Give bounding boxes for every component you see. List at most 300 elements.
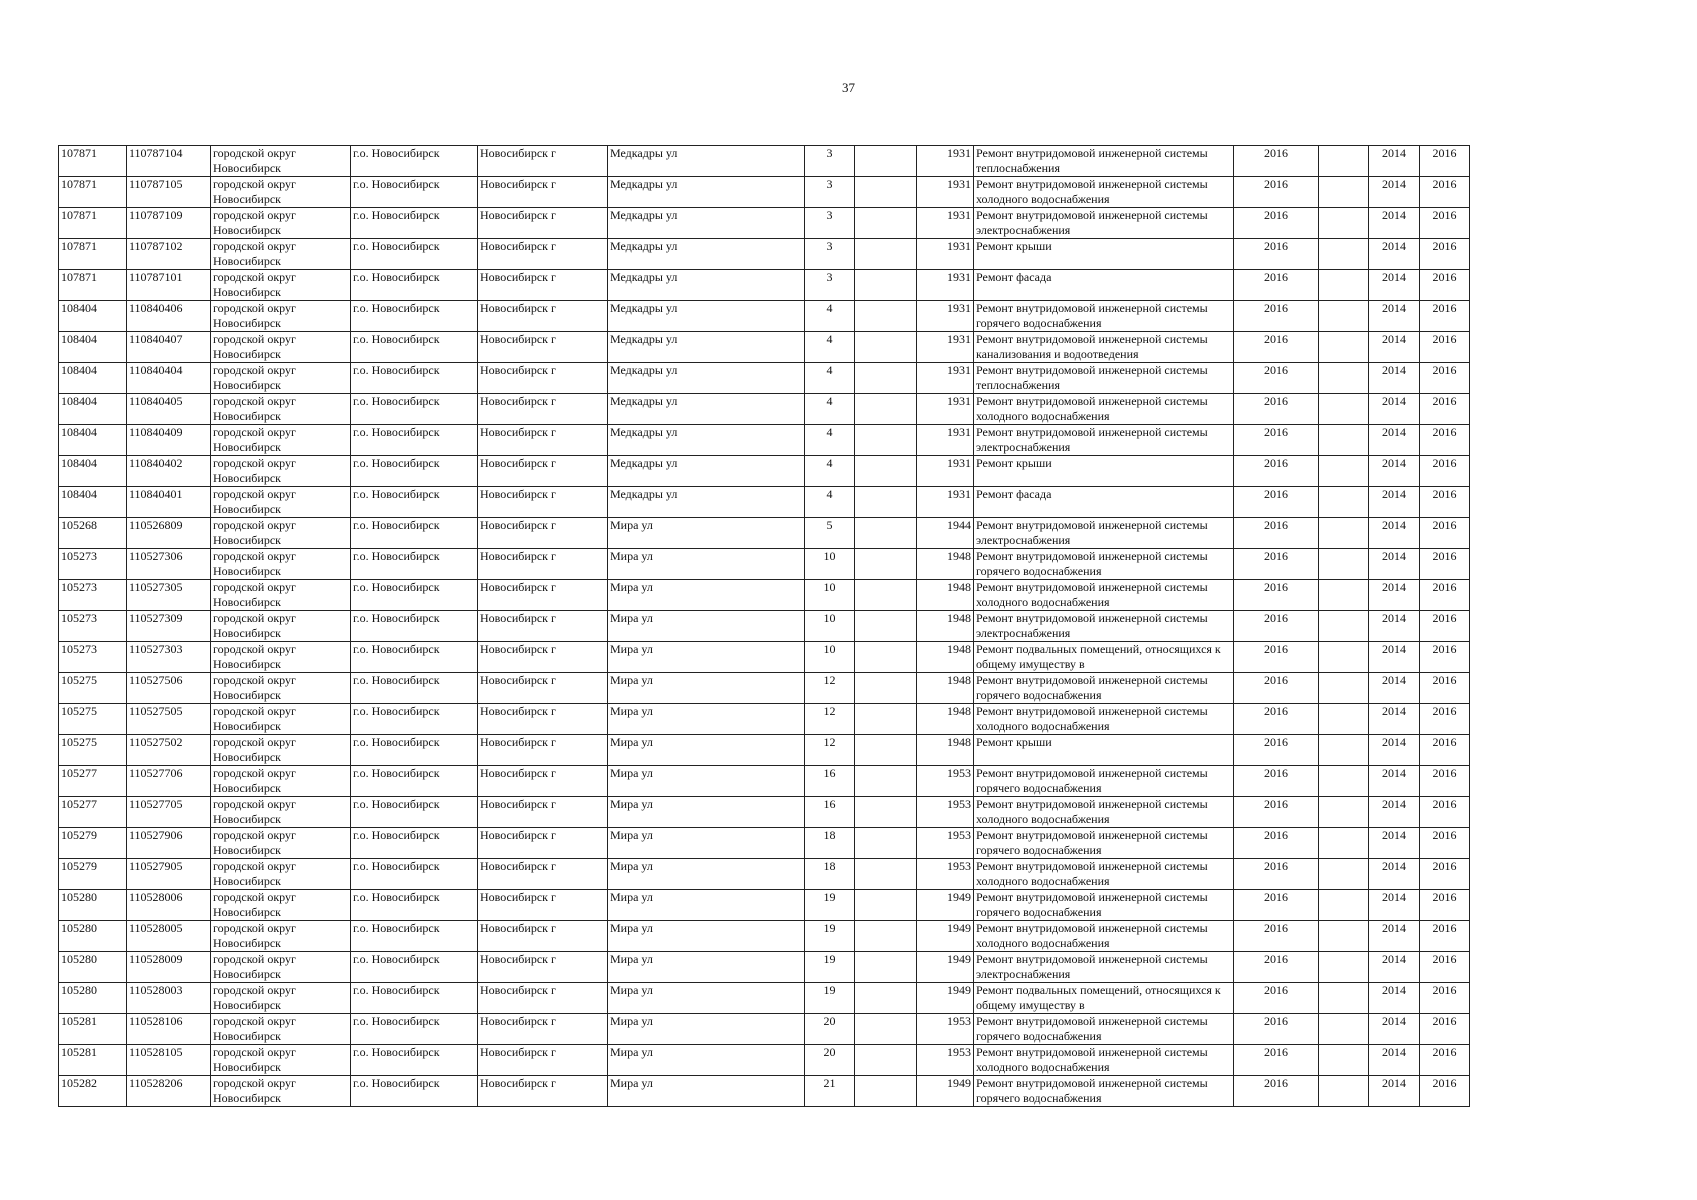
- cell-street: Медкадры ул: [608, 146, 805, 177]
- cell-work-type: Ремонт внутридомовой инженерной системы теплоснабжения: [974, 363, 1234, 394]
- cell-district: г.о. Новосибирск: [351, 363, 478, 394]
- cell-house-id: 107871: [59, 208, 127, 239]
- table-row: [59, 363, 1470, 394]
- cell-building: [855, 797, 917, 828]
- cell-blank: [1319, 239, 1369, 270]
- cell-start-year: 2014: [1369, 394, 1420, 425]
- cell-house-number: 10: [805, 611, 855, 642]
- cell-district: г.о. Новосибирск: [351, 301, 478, 332]
- cell-plan-year: 2016: [1234, 1076, 1319, 1107]
- cell-street: Мира ул: [608, 921, 805, 952]
- cell-blank: [1319, 890, 1369, 921]
- cell-year-built: 1953: [917, 766, 974, 797]
- cell-year-built: 1948: [917, 673, 974, 704]
- cell-street: Медкадры ул: [608, 270, 805, 301]
- cell-blank: [1319, 797, 1369, 828]
- cell-work-type: Ремонт внутридомовой инженерной системы горячего водоснабжения: [974, 1076, 1234, 1107]
- cell-start-year: 2014: [1369, 921, 1420, 952]
- cell-start-year: 2014: [1369, 580, 1420, 611]
- cell-plan-year: 2016: [1234, 921, 1319, 952]
- cell-program-id: 110528009: [127, 952, 211, 983]
- cell-start-year: 2014: [1369, 766, 1420, 797]
- cell-city: Новосибирск г: [478, 518, 608, 549]
- cell-plan-year: 2016: [1234, 549, 1319, 580]
- cell-house-id: 105280: [59, 983, 127, 1014]
- cell-house-id: 105277: [59, 766, 127, 797]
- cell-end-year: 2016: [1420, 301, 1470, 332]
- cell-house-id: 107871: [59, 146, 127, 177]
- cell-house-number: 3: [805, 146, 855, 177]
- cell-house-number: 21: [805, 1076, 855, 1107]
- cell-district: г.о. Новосибирск: [351, 859, 478, 890]
- cell-building: [855, 1076, 917, 1107]
- cell-municipality: городской округ Новосибирск: [211, 859, 351, 890]
- cell-work-type: Ремонт крыши: [974, 456, 1234, 487]
- table-row: [59, 425, 1470, 456]
- cell-street: Мира ул: [608, 1076, 805, 1107]
- cell-plan-year: 2016: [1234, 177, 1319, 208]
- table-row: [59, 270, 1470, 301]
- cell-district: г.о. Новосибирск: [351, 704, 478, 735]
- cell-year-built: 1953: [917, 828, 974, 859]
- cell-year-built: 1949: [917, 890, 974, 921]
- cell-building: [855, 1014, 917, 1045]
- cell-city: Новосибирск г: [478, 611, 608, 642]
- cell-start-year: 2014: [1369, 425, 1420, 456]
- cell-work-type: Ремонт внутридомовой инженерной системы электроснабжения: [974, 952, 1234, 983]
- cell-plan-year: 2016: [1234, 301, 1319, 332]
- cell-end-year: 2016: [1420, 766, 1470, 797]
- cell-blank: [1319, 1076, 1369, 1107]
- cell-street: Медкадры ул: [608, 332, 805, 363]
- cell-end-year: 2016: [1420, 952, 1470, 983]
- cell-program-id: 110528206: [127, 1076, 211, 1107]
- cell-end-year: 2016: [1420, 394, 1470, 425]
- cell-building: [855, 301, 917, 332]
- cell-street: Медкадры ул: [608, 363, 805, 394]
- cell-year-built: 1948: [917, 611, 974, 642]
- table-row: [59, 766, 1470, 797]
- cell-municipality: городской округ Новосибирск: [211, 425, 351, 456]
- cell-start-year: 2014: [1369, 983, 1420, 1014]
- cell-end-year: 2016: [1420, 983, 1470, 1014]
- cell-work-type: Ремонт внутридомовой инженерной системы горячего водоснабжения: [974, 828, 1234, 859]
- cell-street: Медкадры ул: [608, 456, 805, 487]
- cell-city: Новосибирск г: [478, 456, 608, 487]
- capital-repair-table: [58, 145, 1470, 1107]
- cell-street: Мира ул: [608, 952, 805, 983]
- cell-municipality: городской округ Новосибирск: [211, 456, 351, 487]
- cell-building: [855, 487, 917, 518]
- table-row: [59, 332, 1470, 363]
- cell-street: Мира ул: [608, 766, 805, 797]
- cell-work-type: Ремонт внутридомовой инженерной системы горячего водоснабжения: [974, 890, 1234, 921]
- cell-program-id: 110840407: [127, 332, 211, 363]
- cell-municipality: городской округ Новосибирск: [211, 1014, 351, 1045]
- cell-year-built: 1931: [917, 270, 974, 301]
- cell-work-type: Ремонт внутридомовой инженерной системы холодного водоснабжения: [974, 797, 1234, 828]
- cell-house-id: 108404: [59, 363, 127, 394]
- cell-city: Новосибирск г: [478, 394, 608, 425]
- cell-blank: [1319, 673, 1369, 704]
- table-row: [59, 890, 1470, 921]
- cell-house-number: 5: [805, 518, 855, 549]
- cell-work-type: Ремонт крыши: [974, 735, 1234, 766]
- cell-work-type: Ремонт внутридомовой инженерной системы электроснабжения: [974, 425, 1234, 456]
- cell-house-id: 105273: [59, 642, 127, 673]
- cell-street: Медкадры ул: [608, 301, 805, 332]
- cell-house-id: 108404: [59, 425, 127, 456]
- cell-program-id: 110527906: [127, 828, 211, 859]
- cell-district: г.о. Новосибирск: [351, 239, 478, 270]
- cell-street: Мира ул: [608, 735, 805, 766]
- cell-end-year: 2016: [1420, 704, 1470, 735]
- cell-municipality: городской округ Новосибирск: [211, 332, 351, 363]
- cell-year-built: 1944: [917, 518, 974, 549]
- cell-end-year: 2016: [1420, 270, 1470, 301]
- cell-building: [855, 828, 917, 859]
- cell-street: Медкадры ул: [608, 394, 805, 425]
- cell-house-id: 107871: [59, 177, 127, 208]
- cell-house-id: 108404: [59, 487, 127, 518]
- table-row: [59, 394, 1470, 425]
- cell-blank: [1319, 456, 1369, 487]
- cell-district: г.о. Новосибирск: [351, 549, 478, 580]
- cell-plan-year: 2016: [1234, 1014, 1319, 1045]
- cell-building: [855, 673, 917, 704]
- cell-municipality: городской округ Новосибирск: [211, 766, 351, 797]
- cell-plan-year: 2016: [1234, 1045, 1319, 1076]
- cell-plan-year: 2016: [1234, 456, 1319, 487]
- cell-plan-year: 2016: [1234, 890, 1319, 921]
- cell-city: Новосибирск г: [478, 1045, 608, 1076]
- table-row: [59, 642, 1470, 673]
- cell-municipality: городской округ Новосибирск: [211, 270, 351, 301]
- cell-start-year: 2014: [1369, 642, 1420, 673]
- cell-city: Новосибирск г: [478, 363, 608, 394]
- cell-city: Новосибирск г: [478, 301, 608, 332]
- cell-street: Мира ул: [608, 518, 805, 549]
- cell-start-year: 2014: [1369, 704, 1420, 735]
- cell-year-built: 1948: [917, 704, 974, 735]
- cell-program-id: 110528105: [127, 1045, 211, 1076]
- cell-building: [855, 642, 917, 673]
- cell-municipality: городской округ Новосибирск: [211, 735, 351, 766]
- cell-end-year: 2016: [1420, 208, 1470, 239]
- cell-district: г.о. Новосибирск: [351, 1045, 478, 1076]
- cell-city: Новосибирск г: [478, 735, 608, 766]
- cell-end-year: 2016: [1420, 580, 1470, 611]
- cell-district: г.о. Новосибирск: [351, 208, 478, 239]
- cell-street: Медкадры ул: [608, 425, 805, 456]
- cell-start-year: 2014: [1369, 797, 1420, 828]
- cell-building: [855, 766, 917, 797]
- table-row: [59, 177, 1470, 208]
- cell-house-number: 19: [805, 890, 855, 921]
- cell-municipality: городской округ Новосибирск: [211, 177, 351, 208]
- cell-house-number: 4: [805, 487, 855, 518]
- cell-year-built: 1949: [917, 952, 974, 983]
- page-number: 37: [842, 80, 855, 95]
- cell-program-id: 110527905: [127, 859, 211, 890]
- cell-city: Новосибирск г: [478, 828, 608, 859]
- cell-municipality: городской округ Новосибирск: [211, 518, 351, 549]
- cell-work-type: Ремонт фасада: [974, 487, 1234, 518]
- cell-start-year: 2014: [1369, 1014, 1420, 1045]
- cell-program-id: 110527502: [127, 735, 211, 766]
- cell-work-type: Ремонт внутридомовой инженерной системы холодного водоснабжения: [974, 580, 1234, 611]
- cell-year-built: 1931: [917, 301, 974, 332]
- cell-city: Новосибирск г: [478, 487, 608, 518]
- cell-plan-year: 2016: [1234, 270, 1319, 301]
- cell-year-built: 1953: [917, 797, 974, 828]
- cell-plan-year: 2016: [1234, 704, 1319, 735]
- cell-plan-year: 2016: [1234, 611, 1319, 642]
- cell-city: Новосибирск г: [478, 1014, 608, 1045]
- cell-blank: [1319, 921, 1369, 952]
- cell-year-built: 1931: [917, 363, 974, 394]
- table-row: [59, 1014, 1470, 1045]
- cell-work-type: Ремонт подвальных помещений, относящихся к общему имуществу в: [974, 642, 1234, 673]
- cell-year-built: 1949: [917, 921, 974, 952]
- cell-start-year: 2014: [1369, 363, 1420, 394]
- cell-building: [855, 859, 917, 890]
- cell-start-year: 2014: [1369, 890, 1420, 921]
- cell-blank: [1319, 704, 1369, 735]
- cell-house-number: 3: [805, 239, 855, 270]
- cell-start-year: 2014: [1369, 456, 1420, 487]
- cell-work-type: Ремонт подвальных помещений, относящихся к общему имуществу в: [974, 983, 1234, 1014]
- cell-program-id: 110787101: [127, 270, 211, 301]
- cell-program-id: 110840404: [127, 363, 211, 394]
- cell-house-number: 10: [805, 642, 855, 673]
- cell-work-type: Ремонт внутридомовой инженерной системы горячего водоснабжения: [974, 673, 1234, 704]
- cell-house-id: 105279: [59, 828, 127, 859]
- cell-building: [855, 921, 917, 952]
- cell-building: [855, 1045, 917, 1076]
- cell-street: Медкадры ул: [608, 487, 805, 518]
- cell-house-number: 3: [805, 208, 855, 239]
- cell-building: [855, 394, 917, 425]
- cell-municipality: городской округ Новосибирск: [211, 921, 351, 952]
- cell-start-year: 2014: [1369, 301, 1420, 332]
- cell-end-year: 2016: [1420, 1076, 1470, 1107]
- cell-work-type: Ремонт внутридомовой инженерной системы холодного водоснабжения: [974, 859, 1234, 890]
- cell-program-id: 110527505: [127, 704, 211, 735]
- cell-year-built: 1948: [917, 735, 974, 766]
- table-row: [59, 208, 1470, 239]
- cell-city: Новосибирск г: [478, 859, 608, 890]
- cell-work-type: Ремонт крыши: [974, 239, 1234, 270]
- cell-city: Новосибирск г: [478, 549, 608, 580]
- cell-plan-year: 2016: [1234, 859, 1319, 890]
- cell-blank: [1319, 859, 1369, 890]
- cell-start-year: 2014: [1369, 146, 1420, 177]
- cell-house-number: 10: [805, 549, 855, 580]
- cell-district: г.о. Новосибирск: [351, 177, 478, 208]
- cell-building: [855, 332, 917, 363]
- cell-start-year: 2014: [1369, 1076, 1420, 1107]
- cell-program-id: 110787105: [127, 177, 211, 208]
- cell-year-built: 1931: [917, 146, 974, 177]
- cell-street: Мира ул: [608, 704, 805, 735]
- table-row: [59, 549, 1470, 580]
- table-row: [59, 983, 1470, 1014]
- cell-municipality: городской округ Новосибирск: [211, 704, 351, 735]
- cell-building: [855, 177, 917, 208]
- cell-street: Мира ул: [608, 611, 805, 642]
- cell-program-id: 110527306: [127, 549, 211, 580]
- cell-plan-year: 2016: [1234, 797, 1319, 828]
- cell-plan-year: 2016: [1234, 983, 1319, 1014]
- cell-end-year: 2016: [1420, 518, 1470, 549]
- cell-district: г.о. Новосибирск: [351, 456, 478, 487]
- cell-street: Мира ул: [608, 890, 805, 921]
- cell-end-year: 2016: [1420, 332, 1470, 363]
- cell-blank: [1319, 208, 1369, 239]
- cell-work-type: Ремонт внутридомовой инженерной системы холодного водоснабжения: [974, 921, 1234, 952]
- cell-work-type: Ремонт внутридомовой инженерной системы холодного водоснабжения: [974, 1045, 1234, 1076]
- cell-municipality: городской округ Новосибирск: [211, 363, 351, 394]
- table-row: [59, 1045, 1470, 1076]
- cell-end-year: 2016: [1420, 611, 1470, 642]
- cell-end-year: 2016: [1420, 735, 1470, 766]
- cell-house-number: 4: [805, 332, 855, 363]
- cell-district: г.о. Новосибирск: [351, 611, 478, 642]
- cell-end-year: 2016: [1420, 890, 1470, 921]
- cell-plan-year: 2016: [1234, 487, 1319, 518]
- cell-start-year: 2014: [1369, 859, 1420, 890]
- cell-municipality: городской округ Новосибирск: [211, 394, 351, 425]
- cell-year-built: 1931: [917, 487, 974, 518]
- cell-end-year: 2016: [1420, 673, 1470, 704]
- table-row: [59, 859, 1470, 890]
- cell-work-type: Ремонт внутридомовой инженерной системы горячего водоснабжения: [974, 549, 1234, 580]
- table-row: [59, 518, 1470, 549]
- table-row: [59, 301, 1470, 332]
- cell-street: Мира ул: [608, 549, 805, 580]
- cell-program-id: 110526809: [127, 518, 211, 549]
- cell-plan-year: 2016: [1234, 239, 1319, 270]
- cell-blank: [1319, 363, 1369, 394]
- cell-year-built: 1931: [917, 425, 974, 456]
- cell-house-id: 105281: [59, 1045, 127, 1076]
- cell-program-id: 110840406: [127, 301, 211, 332]
- cell-district: г.о. Новосибирск: [351, 642, 478, 673]
- table-row: [59, 952, 1470, 983]
- cell-program-id: 110840401: [127, 487, 211, 518]
- cell-district: г.о. Новосибирск: [351, 921, 478, 952]
- cell-municipality: городской округ Новосибирск: [211, 673, 351, 704]
- cell-plan-year: 2016: [1234, 580, 1319, 611]
- cell-program-id: 110840409: [127, 425, 211, 456]
- cell-end-year: 2016: [1420, 177, 1470, 208]
- cell-building: [855, 270, 917, 301]
- cell-house-id: 105275: [59, 673, 127, 704]
- cell-house-number: 19: [805, 952, 855, 983]
- cell-city: Новосибирск г: [478, 425, 608, 456]
- cell-start-year: 2014: [1369, 735, 1420, 766]
- cell-plan-year: 2016: [1234, 766, 1319, 797]
- cell-plan-year: 2016: [1234, 332, 1319, 363]
- cell-house-id: 105281: [59, 1014, 127, 1045]
- cell-blank: [1319, 177, 1369, 208]
- cell-work-type: Ремонт внутридомовой инженерной системы канализования и водоотведения: [974, 332, 1234, 363]
- cell-start-year: 2014: [1369, 549, 1420, 580]
- cell-blank: [1319, 766, 1369, 797]
- cell-building: [855, 518, 917, 549]
- cell-year-built: 1931: [917, 177, 974, 208]
- cell-plan-year: 2016: [1234, 425, 1319, 456]
- cell-house-number: 12: [805, 704, 855, 735]
- cell-start-year: 2014: [1369, 518, 1420, 549]
- cell-blank: [1319, 270, 1369, 301]
- cell-municipality: городской округ Новосибирск: [211, 301, 351, 332]
- cell-house-id: 105280: [59, 921, 127, 952]
- cell-street: Мира ул: [608, 828, 805, 859]
- cell-house-id: 105273: [59, 580, 127, 611]
- cell-house-id: 105279: [59, 859, 127, 890]
- cell-start-year: 2014: [1369, 611, 1420, 642]
- cell-street: Мира ул: [608, 1014, 805, 1045]
- cell-city: Новосибирск г: [478, 177, 608, 208]
- cell-city: Новосибирск г: [478, 146, 608, 177]
- cell-end-year: 2016: [1420, 456, 1470, 487]
- cell-start-year: 2014: [1369, 487, 1420, 518]
- cell-end-year: 2016: [1420, 487, 1470, 518]
- cell-street: Мира ул: [608, 673, 805, 704]
- cell-house-id: 105275: [59, 704, 127, 735]
- cell-building: [855, 456, 917, 487]
- cell-street: Медкадры ул: [608, 239, 805, 270]
- cell-house-number: 12: [805, 673, 855, 704]
- cell-district: г.о. Новосибирск: [351, 394, 478, 425]
- cell-work-type: Ремонт внутридомовой инженерной системы горячего водоснабжения: [974, 1014, 1234, 1045]
- cell-program-id: 110527309: [127, 611, 211, 642]
- cell-city: Новосибирск г: [478, 270, 608, 301]
- cell-plan-year: 2016: [1234, 363, 1319, 394]
- cell-building: [855, 735, 917, 766]
- cell-house-number: 18: [805, 859, 855, 890]
- cell-work-type: Ремонт внутридомовой инженерной системы горячего водоснабжения: [974, 301, 1234, 332]
- cell-end-year: 2016: [1420, 363, 1470, 394]
- cell-building: [855, 580, 917, 611]
- cell-program-id: 110527706: [127, 766, 211, 797]
- cell-year-built: 1948: [917, 580, 974, 611]
- cell-municipality: городской округ Новосибирск: [211, 611, 351, 642]
- cell-end-year: 2016: [1420, 797, 1470, 828]
- cell-program-id: 110527506: [127, 673, 211, 704]
- cell-year-built: 1931: [917, 456, 974, 487]
- table-row: [59, 735, 1470, 766]
- cell-district: г.о. Новосибирск: [351, 952, 478, 983]
- cell-program-id: 110528005: [127, 921, 211, 952]
- cell-city: Новосибирск г: [478, 239, 608, 270]
- cell-city: Новосибирск г: [478, 208, 608, 239]
- cell-program-id: 110528003: [127, 983, 211, 1014]
- cell-work-type: Ремонт внутридомовой инженерной системы холодного водоснабжения: [974, 394, 1234, 425]
- cell-plan-year: 2016: [1234, 952, 1319, 983]
- cell-house-id: 105268: [59, 518, 127, 549]
- cell-blank: [1319, 642, 1369, 673]
- cell-blank: [1319, 549, 1369, 580]
- cell-blank: [1319, 518, 1369, 549]
- cell-house-number: 3: [805, 270, 855, 301]
- cell-program-id: 110787104: [127, 146, 211, 177]
- cell-program-id: 110840402: [127, 456, 211, 487]
- cell-district: г.о. Новосибирск: [351, 735, 478, 766]
- cell-city: Новосибирск г: [478, 797, 608, 828]
